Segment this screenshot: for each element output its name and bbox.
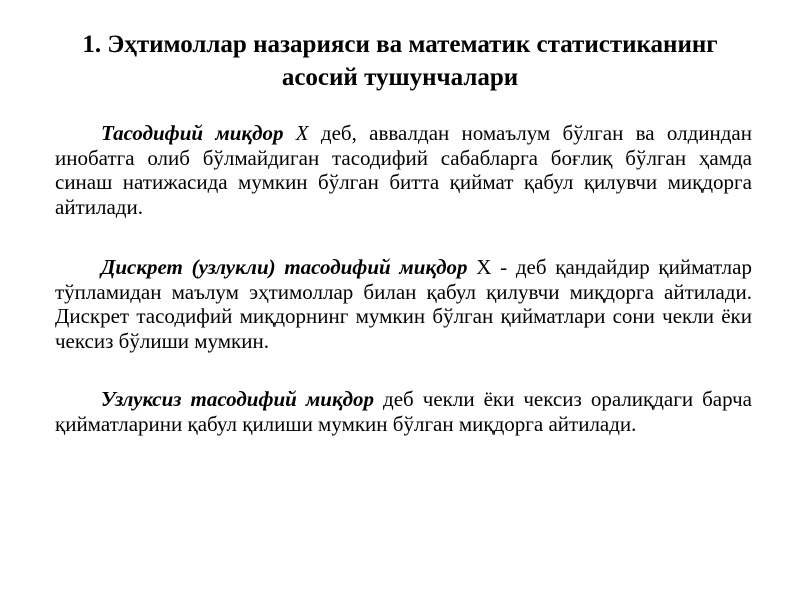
term-continuous-random-variable: Узлуксиз тасодифий миқдор — [101, 387, 375, 411]
variable-x: Х — [283, 121, 309, 145]
definition-text: деб чекли ёки чексиз оралиқдаги барча қийматларини қабул қилиши мумкин бўлган миқдорга айтилади. — [55, 387, 752, 436]
term-discrete-random-variable: Дискрет (узлукли) тасодифий миқдор — [101, 255, 468, 279]
definition-discrete-random-variable — [55, 255, 752, 353]
definition-text: X - деб қандайдир қийматлар тўпламидан маълум эҳтимоллар билан қабул қилувчи миқдорга айтилади. Дискрет тасодифий миқдорнинг мумкин бўлган қийматлари сони чекли ёки чексиз бўлиши мумкин. — [55, 255, 752, 353]
definition-continuous-random-variable — [55, 387, 752, 436]
term-random-variable: Тасодифий миқдор — [101, 121, 284, 145]
title-line-2: асосий тушунчалари — [281, 64, 519, 91]
page-title — [40, 28, 760, 94]
definition-random-variable — [55, 121, 752, 219]
title-line-1: 1. Эҳтимоллар назарияси ва математик статистиканинг — [82, 31, 718, 58]
definition-text: деб, аввалдан номаълум бўлган ва олдиндан инобатга олиб бўлмайдиган тасодифий сабабларга боғлиқ бўлган ҳамда синаш натижасида мумкин бўлган битта қиймат қабул қилувчи миқдорга айтилади. — [55, 121, 752, 219]
